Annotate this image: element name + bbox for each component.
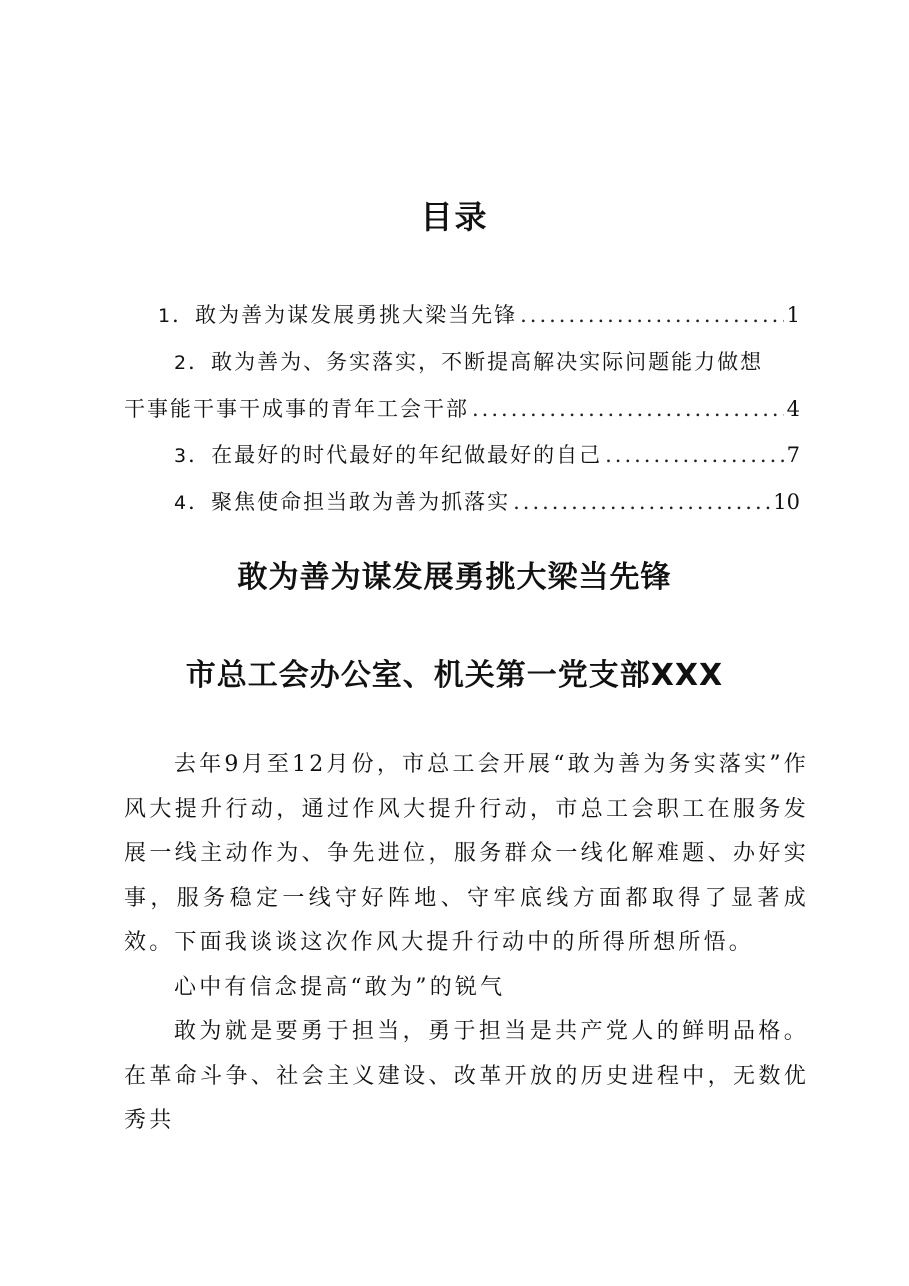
- article-body: [124, 743, 809, 1144]
- toc-entry-text: 干事能干事干成事的青年工会干部: [124, 397, 469, 421]
- toc-leader-dots: [520, 292, 784, 338]
- table-of-contents: [124, 292, 800, 526]
- toc-entry-4[interactable]: [124, 479, 800, 526]
- toc-page-number: 1: [786, 303, 800, 327]
- article-author: 市总工会办公室、机关第一党支部XXX: [185, 658, 724, 693]
- toc-entry-text: 4．聚焦使命担当敢为善为抓落实: [174, 490, 511, 514]
- toc-leader-dots: [513, 479, 770, 525]
- toc-page-number: 7: [786, 443, 800, 467]
- toc-title: 目录: [420, 198, 489, 236]
- toc-entry-3[interactable]: [124, 432, 800, 479]
- body-paragraph-2: 敢为就是要勇于担当，勇于担当是共产党人的鲜明品格。在革命斗争、社会主义建设、改革开放的历史进程中，无数优秀共: [124, 1019, 809, 1133]
- toc-entry-1[interactable]: [124, 292, 800, 339]
- body-paragraph-1: 去年9月至12月份，市总工会开展“敢为善为务实落实”作风大提升行动，通过作风大提升行动，市总工会职工在服务发展一线主动作为、争先进位，服务群众一线化解难题、办好实事，服务稳定一线守好阵地、守牢底线方面都取得了显著成效。下面我谈谈这次作风大提升行动中的所得所想所悟。: [124, 752, 809, 955]
- toc-page-number: 10: [773, 490, 800, 514]
- article-title: 敢为善为谋发展勇挑大梁当先锋: [237, 560, 672, 595]
- toc-leader-dots: [472, 386, 784, 432]
- toc-leader-dots: [605, 432, 784, 478]
- toc-entry-text: 2．敢为善为、务实落实，不断提高解决实际问题能力做想: [174, 350, 764, 374]
- toc-page-number: 4: [786, 397, 800, 421]
- toc-entry-text: 3．在最好的时代最好的年纪做最好的自己: [174, 443, 603, 467]
- toc-entry-text: 1．敢为善为谋发展勇挑大梁当先锋: [158, 303, 518, 327]
- toc-entry-2-line2[interactable]: [124, 386, 800, 432]
- section-subheading: 心中有信念提高“敢为”的锐气: [174, 974, 506, 1000]
- toc-entry-2-line1[interactable]: [124, 339, 800, 386]
